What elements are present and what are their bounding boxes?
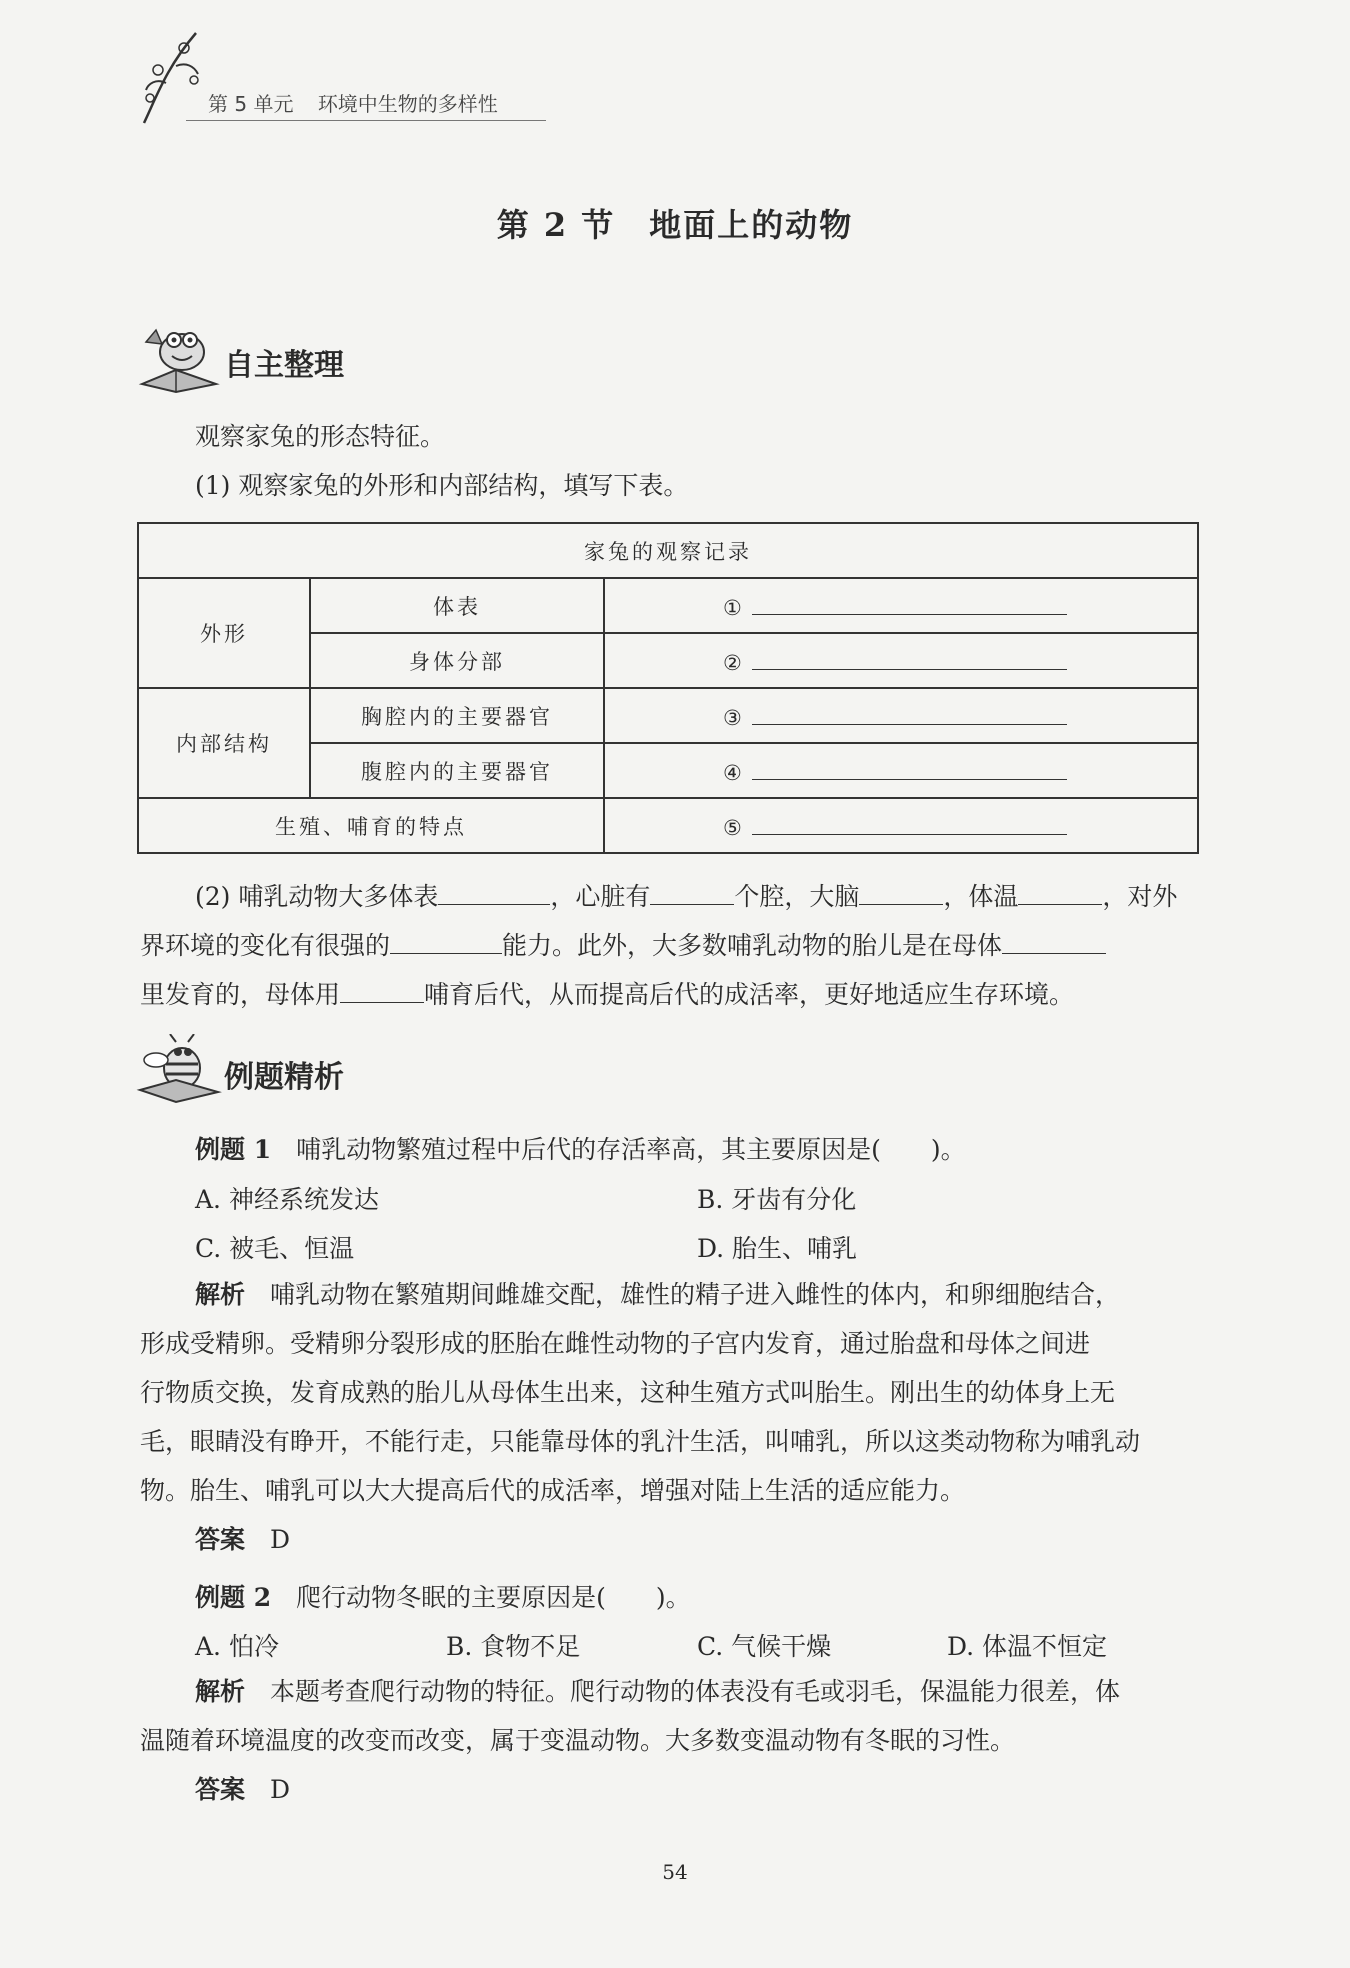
option-a[interactable]: A. 神经系统发达 [195,1185,379,1214]
example2-question: 例题 2 爬行动物冬眠的主要原因是( )。 [195,1583,691,1612]
row-group-internal: 内部结构 [138,688,310,798]
row-label: 生殖、哺育的特点 [138,798,604,853]
answer-cell: ② [604,633,1198,688]
row-label: 胸腔内的主要器官 [310,688,604,743]
intro-text: 观察家兔的形态特征。 [195,422,446,451]
row-group-appearance: 外形 [138,578,310,688]
answer-blank[interactable] [752,702,1067,725]
example1-label: 例题 1 [195,1135,272,1164]
option-c[interactable]: C. 被毛、恒温 [195,1234,355,1263]
answer-blank[interactable] [752,757,1067,780]
page-title: 第 2 节 地面上的动物 [496,206,854,244]
answer-label: 答案 [195,1775,246,1804]
frog-reading-icon [136,322,222,394]
answer-cell: ⑤ [604,798,1198,853]
page-header [136,28,736,138]
answer-cell: ④ [604,743,1198,798]
example1-question: 例题 1 哺乳动物繁殖过程中后代的存活率高，其主要原因是( )。 [195,1135,966,1164]
row-label: 身体分部 [310,633,604,688]
bee-reading-icon [136,1034,222,1106]
example2-analysis: 解析 本题考查爬行动物的特征。爬行动物的体表没有毛或羽毛，保温能力很差，体 温随着环境温度的改变而改变，属于变温动物。大多数变温动物有冬眠的习性。 答案 D [140,1677,1121,1804]
answer-blank[interactable] [752,647,1067,670]
section-heading-label: 例题精析 [224,1060,344,1095]
section-heading-label: 自主整理 [224,348,344,383]
unit-number: 第 5 单元 [208,92,294,116]
row-label: 体表 [310,578,604,633]
option-b[interactable]: B. 食物不足 [446,1632,581,1661]
table-instruction: (1) 观察家兔的外形和内部结构，填写下表。 [195,471,689,500]
answer-blank[interactable] [752,812,1067,835]
answer-value: D [270,1775,291,1804]
option-d[interactable]: D. 胎生、哺乳 [697,1234,858,1263]
fill-blank[interactable] [340,976,424,1003]
fill-blank[interactable] [438,878,550,905]
example2-label: 例题 2 [195,1583,272,1612]
answer-cell: ① [604,578,1198,633]
flower-branch-icon [136,28,216,128]
fill-blank[interactable] [390,927,502,954]
row-label: 腹腔内的主要器官 [310,743,604,798]
header-rule [186,120,546,121]
answer-blank[interactable] [752,592,1067,615]
header-text [208,88,516,117]
option-a[interactable]: A. 怕冷 [195,1632,279,1661]
option-c[interactable]: C. 气候干燥 [697,1632,832,1661]
fill-blank[interactable] [859,878,943,905]
fill-blank[interactable] [1018,878,1102,905]
observation-table [137,522,1199,854]
answer-value: D [270,1525,291,1554]
fill-in-paragraph: (2) 哺乳动物大多体表 ，心脏有 个腔，大脑 ，体温 ，对外 界环境的变化有很强的 能力。此外，大多数哺乳动物的胎儿是在母体 里发育的，母体用 哺育后代，从而提高后代的成活率，更好地适应生存环境。 [140,872,1200,1019]
page-number: 54 [662,1860,688,1884]
table-caption: 家兔的观察记录 [138,523,1198,578]
fill-blank[interactable] [1002,927,1106,954]
unit-title: 环境中生物的多样性 [317,92,498,116]
answer-cell: ③ [604,688,1198,743]
option-d[interactable]: D. 体温不恒定 [947,1632,1108,1661]
option-b[interactable]: B. 牙齿有分化 [697,1185,857,1214]
example1-analysis: 解析 哺乳动物在繁殖期间雌雄交配，雄性的精子进入雌性的体内，和卵细胞结合， 形成受精卵。受精卵分裂形成的胚胎在雌性动物的子宫内发育，通过胎盘和母体之间进 行物质交换，发育成熟的胎儿从母体生出来，这种生殖方式叫胎生。刚出生的幼体身上无 毛，眼睛没有睁开，不能行走，只能靠母体的乳汁生活，叫哺乳，所以这类动物称为哺乳动 物。胎生、哺乳可以大大提高后代的成活率，增强对陆上生活的适应能力。 答案 D [140,1280,1141,1554]
fill-blank[interactable] [650,878,734,905]
answer-label: 答案 [195,1525,246,1554]
